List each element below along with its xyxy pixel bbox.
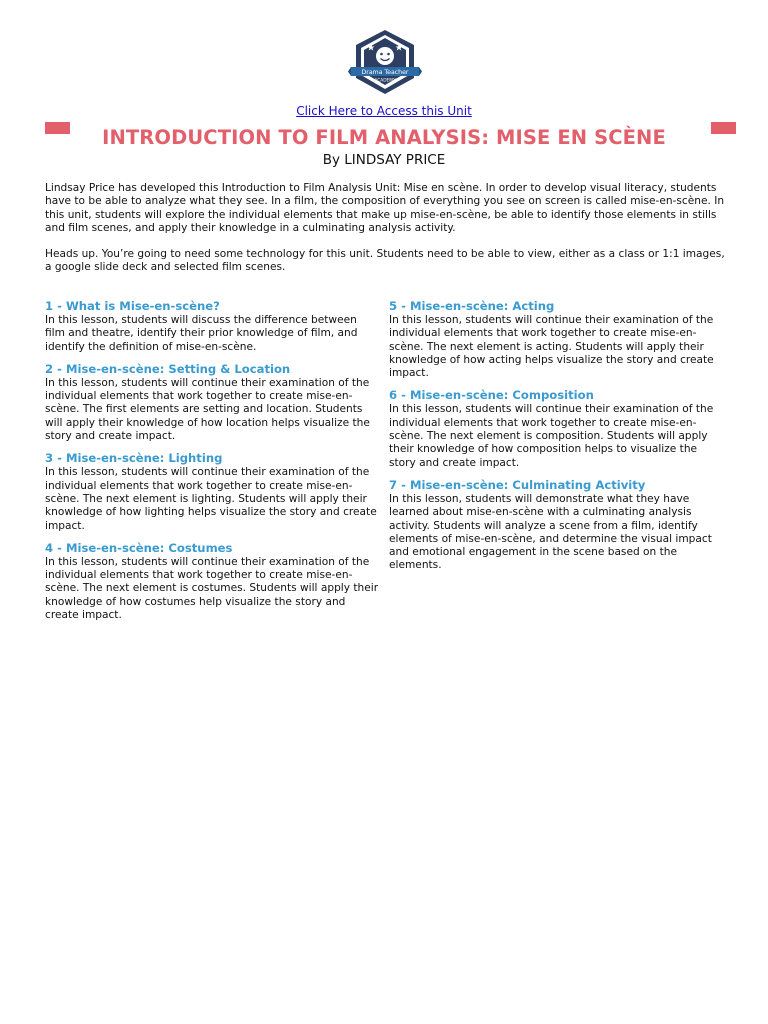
drama-teacher-academy-badge-icon xyxy=(348,28,422,98)
lesson-description: In this lesson, students will continue their examination of the individual elements that work together to create mise-en-scène. The next element is acting. Students will apply their knowledge of how acting helps visualize the story and create impact. xyxy=(389,314,714,380)
lesson-title: 5 - Mise-en-scène: Acting xyxy=(389,299,555,313)
lesson-item-3 xyxy=(45,451,380,532)
lesson-item-7 xyxy=(389,478,724,573)
lesson-description: In this lesson, students will continue their examination of the individual elements that work together to create mise-en-scène. The first elements are setting and location. Students will apply their knowledge of how location helps visualize the story and create impact. xyxy=(45,376,370,443)
intro-paragraph-1: Lindsay Price has developed this Introduction to Film Analysis Unit: Mise en scène. In order to develop visual literacy, students have to be able to analyze what they see. In a film, the composition of everything you see on screen is called mise-en-scène. In this unit, students will explore the individual elements that make up mise-en-scène, be able to identify those elements in stills and film scenes, and apply their knowledge in a culminating analysis activity. xyxy=(45,182,725,234)
lesson-item-4 xyxy=(45,541,380,622)
drama-teacher-academy-logo xyxy=(348,28,422,98)
lesson-title: 2 - Mise-en-scène: Setting & Location xyxy=(45,361,291,376)
lesson-title: 4 - Mise-en-scène: Costumes xyxy=(45,540,233,555)
lesson-description: In this lesson, students will continue their examination of the individual elements that work together to create mise-en-scène. The next element is composition. Students will apply their knowledge of how composition helps to visualize the story and create impact. xyxy=(389,403,714,469)
lesson-title: 6 - Mise-en-scène: Composition xyxy=(389,388,594,403)
lesson-item-5 xyxy=(389,299,724,380)
lesson-item-6 xyxy=(389,388,724,469)
lesson-description: In this lesson, students will discuss the difference between film and theatre, identify their prior knowledge of film, and identify the definition of mise-en-scène. xyxy=(45,314,358,353)
logo-text-line2: ACADEMY xyxy=(374,78,396,84)
intro-paragraph-2: Heads up. You’re going to need some technology for this unit. Students need to be able to view, either as a class or 1:1 images, a google slide deck and selected film scenes. xyxy=(45,248,725,274)
lessons-left-column xyxy=(45,299,380,630)
access-unit-link[interactable]: Click Here to Access this Unit xyxy=(296,104,472,118)
lesson-title: 1 - What is Mise-en-scène? xyxy=(45,299,220,313)
page-title: INTRODUCTION TO FILM ANALYSIS: MISE EN SCÈNE xyxy=(102,126,666,149)
lessons-right-column xyxy=(389,299,724,581)
lesson-title: 3 - Mise-en-scène: Lighting xyxy=(45,451,223,466)
lesson-description: In this lesson, students will demonstrate what they have learned about mise-en-scène with a culminating analysis activity. Students will analyze a scene from a film, identify elements of mise-en-scène, and determine the visual impact and emotional engagement in the scene based on the elements. xyxy=(389,492,712,572)
lesson-title: 7 - Mise-en-scène: Culminating Activity xyxy=(389,477,646,492)
author-byline: By LINDSAY PRICE xyxy=(322,152,446,168)
logo-text-line1: Drama Teacher xyxy=(361,69,409,76)
lesson-description: In this lesson, students will continue their examination of the individual elements that work together to create mise-en-scène. The next element is costumes. Students will apply their knowledge of how costumes help visualize the story and create impact. xyxy=(45,555,379,622)
lesson-item-2 xyxy=(45,362,380,443)
lesson-description: In this lesson, students will continue their examination of the individual elements that work together to create mise-en-scène. The next element is lighting. Students will apply their knowledge of how lighting helps visualize the story and create impact. xyxy=(45,466,377,532)
lesson-item-1 xyxy=(45,299,380,354)
